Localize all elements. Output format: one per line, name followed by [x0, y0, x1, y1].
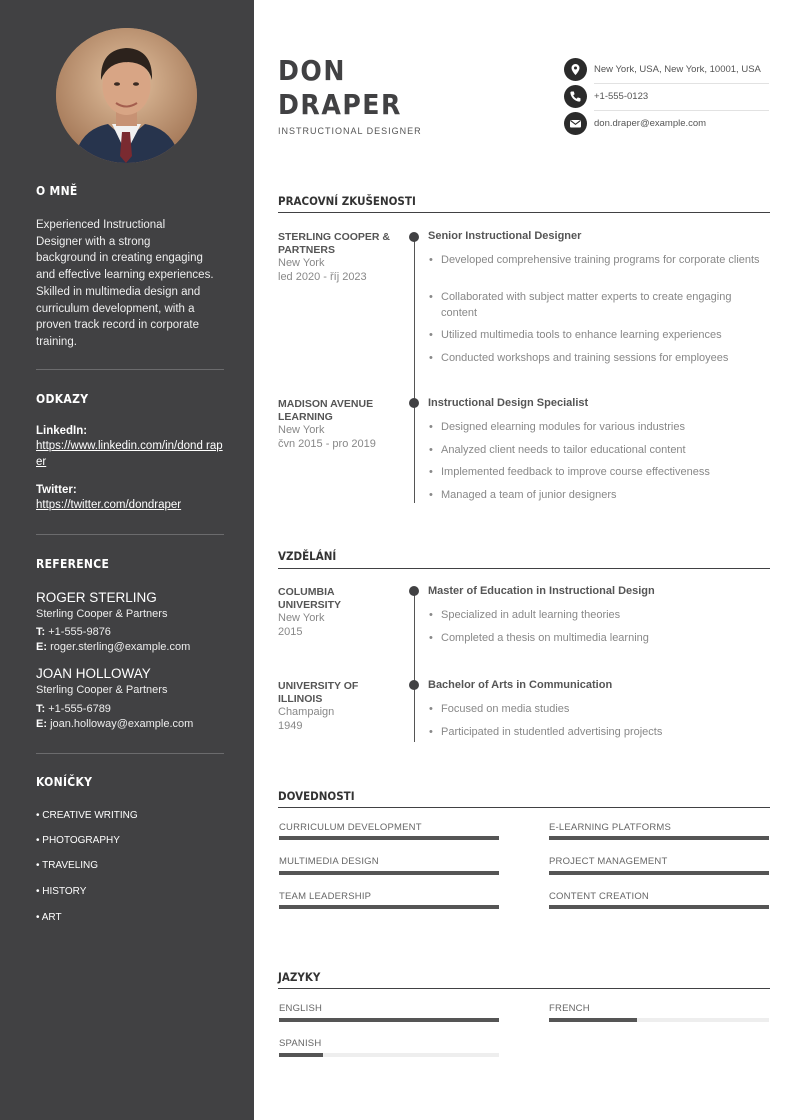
- reference-name: ROGER STERLING: [36, 590, 157, 605]
- divider: [36, 369, 224, 370]
- job-bullet: • Utilized multimedia tools to enhance learning experiences: [441, 328, 771, 344]
- employment-dates: led 2020 - říj 2023: [278, 271, 367, 283]
- reference-phone: T: +1-555-9876: [36, 626, 111, 638]
- job-bullet: • Implemented feedback to improve course effectiveness: [441, 465, 771, 481]
- section-rule: [278, 212, 770, 213]
- timeline-line: [414, 592, 415, 742]
- timeline-dot: [409, 586, 419, 596]
- job-bullet: • Analyzed client needs to tailor educational content: [441, 443, 771, 459]
- first-name: DON: [278, 54, 346, 87]
- employer-location: New York: [278, 257, 325, 269]
- skill-bar: [279, 836, 499, 840]
- job-role: Instructional Design Specialist: [428, 397, 589, 409]
- language-label: FRENCH: [549, 1003, 590, 1014]
- hobby-item: • HISTORY: [36, 886, 87, 897]
- skill-bar: [549, 905, 769, 909]
- sidebar: [0, 0, 254, 1120]
- hobby-item: • CREATIVE WRITING: [36, 810, 138, 821]
- education-bullet: • Completed a thesis on multimedia learning: [441, 631, 771, 647]
- section-rule: [278, 807, 770, 808]
- skill-label: TEAM LEADERSHIP: [279, 891, 372, 902]
- skill-label: E-LEARNING PLATFORMS: [549, 822, 672, 833]
- phone-icon: [564, 85, 587, 108]
- divider: [36, 534, 224, 535]
- degree: Bachelor of Arts in Communication: [428, 679, 613, 691]
- linkedin-link[interactable]: https://www.linkedin.com/in/dond raper: [36, 440, 223, 468]
- hobbies-heading: KONÍČKY: [36, 775, 93, 789]
- education-bullet: • Specialized in adult learning theories: [441, 608, 771, 624]
- links-heading: ODKAZY: [36, 392, 89, 406]
- language-bar: [279, 1053, 499, 1057]
- skill-bar: [279, 871, 499, 875]
- hobby-item: • TRAVELING: [36, 860, 99, 871]
- timeline-dot: [409, 680, 419, 690]
- language-bar: [549, 1018, 769, 1022]
- job-bullet: • Collaborated with subject matter experts to create engaging content: [441, 290, 761, 321]
- reference-name: JOAN HOLLOWAY: [36, 666, 151, 681]
- timeline-line: [414, 237, 415, 503]
- skill-bar: [549, 871, 769, 875]
- school-name: UNIVERSITY OF ILLINOIS: [278, 680, 359, 705]
- skill-bar: [549, 836, 769, 840]
- school-name: COLUMBIA UNIVERSITY: [278, 586, 342, 611]
- job-role: Senior Instructional Designer: [428, 230, 582, 242]
- about-heading: O MNĚ: [36, 184, 78, 198]
- skill-label: PROJECT MANAGEMENT: [549, 856, 668, 867]
- employment-dates: čvn 2015 - pro 2019: [278, 438, 376, 450]
- education-bullet: • Participated in studentled advertising projects: [441, 725, 771, 741]
- twitter-label: Twitter:: [36, 484, 77, 496]
- language-label: SPANISH: [279, 1038, 322, 1049]
- twitter-link[interactable]: https://twitter.com/dondraper: [36, 499, 182, 511]
- location-icon: [564, 58, 587, 81]
- education-bullet: • Focused on media studies: [441, 702, 771, 718]
- divider: [594, 110, 769, 111]
- education-heading: VZDĚLÁNÍ: [278, 549, 337, 563]
- contact-address: New York, USA, New York, 10001, USA: [594, 64, 761, 75]
- reference-company: Sterling Cooper & Partners: [36, 608, 168, 620]
- divider: [36, 753, 224, 754]
- profile-photo: [56, 28, 197, 163]
- languages-heading: JAZYKY: [278, 970, 321, 984]
- last-name: DRAPER: [278, 88, 402, 121]
- school-year: 2015: [278, 626, 303, 638]
- language-bar: [279, 1018, 499, 1022]
- skills-heading: DOVEDNOSTI: [278, 789, 355, 803]
- reference-phone: T: +1-555-6789: [36, 703, 111, 715]
- school-location: New York: [278, 612, 325, 624]
- reference-email: E: joan.holloway@example.com: [36, 718, 194, 730]
- employer-name: STERLING COOPER & PARTNERS: [278, 231, 391, 256]
- experience-heading: PRACOVNÍ ZKUŠENOSTI: [278, 194, 416, 208]
- hobby-item: • PHOTOGRAPHY: [36, 835, 120, 846]
- job-bullet: • Managed a team of junior designers: [441, 488, 771, 504]
- job-bullet: • Developed comprehensive training programs for corporate clients: [441, 253, 761, 269]
- avatar: [56, 28, 197, 163]
- divider: [594, 83, 769, 84]
- school-location: Champaign: [278, 706, 335, 718]
- language-label: ENGLISH: [279, 1003, 323, 1014]
- references-heading: REFERENCE: [36, 557, 110, 571]
- timeline-dot: [409, 232, 419, 242]
- skill-bar: [279, 905, 499, 909]
- employer-name: MADISON AVENUE LEARNING: [278, 398, 374, 423]
- job-bullet: • Designed elearning modules for various industries: [441, 420, 771, 436]
- employer-location: New York: [278, 424, 325, 436]
- reference-company: Sterling Cooper & Partners: [36, 684, 168, 696]
- reference-email: E: roger.sterling@example.com: [36, 641, 191, 653]
- email-icon: [564, 112, 587, 135]
- skill-label: MULTIMEDIA DESIGN: [279, 856, 379, 867]
- contact-phone: +1-555-0123: [594, 91, 649, 102]
- timeline-dot: [409, 398, 419, 408]
- degree: Master of Education in Instructional Design: [428, 585, 655, 597]
- job-bullet: • Conducted workshops and training sessions for employees: [441, 351, 771, 367]
- contact-email: don.draper@example.com: [594, 118, 707, 129]
- section-rule: [278, 568, 770, 569]
- skill-label: CONTENT CREATION: [549, 891, 649, 902]
- job-title: INSTRUCTIONAL DESIGNER: [278, 126, 422, 136]
- school-year: 1949: [278, 720, 303, 732]
- skill-label: CURRICULUM DEVELOPMENT: [279, 822, 422, 833]
- section-rule: [278, 988, 770, 989]
- hobby-item: • ART: [36, 912, 62, 923]
- linkedin-label: LinkedIn:: [36, 425, 88, 437]
- about-text: Experienced Instructional Designer with a strong background in creating engaging and effective learning experiences. Skilled in multimedia design and curriculum development, with a proven track record in corporate training.: [36, 219, 214, 348]
